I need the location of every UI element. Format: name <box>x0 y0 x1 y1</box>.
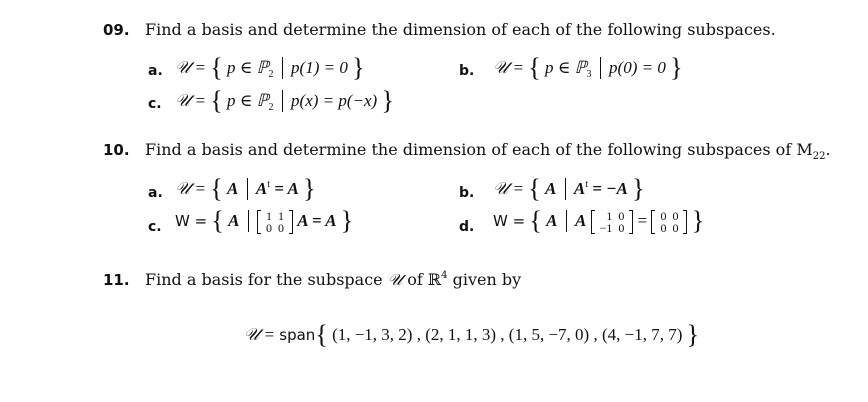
math-expression-9b <box>493 55 683 81</box>
math-expression-10a <box>175 176 316 202</box>
condition-rest: = A <box>269 179 299 198</box>
matrix-entry: 1 <box>606 209 613 224</box>
such-that-bar <box>282 90 283 112</box>
set-element: A <box>545 179 557 198</box>
condition-rest: A = A <box>297 211 337 230</box>
question-text: Find a basis and determine the dimension of each of the following subspaces. <box>145 20 776 39</box>
math-expression-10c <box>175 208 353 234</box>
part-label: c. <box>148 96 162 112</box>
matrix-entry: 0 <box>660 221 667 236</box>
span-operator: span <box>279 326 316 344</box>
superscript: 4 <box>441 270 448 281</box>
condition-base: A <box>573 179 586 198</box>
matrix-entry: 0 <box>618 221 625 236</box>
set-lhs: 𝒰 = <box>175 58 207 77</box>
subscript: 2 <box>268 102 274 113</box>
question-text-mid: of ℝ <box>402 270 442 289</box>
left-brace: { <box>210 174 223 203</box>
set-condition: p(1) = 0 <box>291 58 348 77</box>
left-brace: { <box>528 174 541 203</box>
such-that-bar <box>600 57 601 79</box>
part-label: b. <box>459 63 475 79</box>
set-element: A <box>227 179 239 198</box>
subscript: 3 <box>586 69 592 80</box>
set-lhs: 𝒰 = <box>493 58 525 77</box>
such-that-bar <box>282 57 283 79</box>
set-lhs: W = <box>493 212 526 230</box>
set-condition: p(x) = p(−x) <box>291 91 378 110</box>
set-lhs: 𝒰 = <box>175 91 207 110</box>
math-expression-9a <box>175 55 365 81</box>
part-label: c. <box>148 219 162 235</box>
question-number: 11. <box>103 271 130 289</box>
part-label: b. <box>459 185 475 201</box>
math-expression-10d <box>493 208 704 234</box>
set-lhs: 𝒰 = <box>493 179 525 198</box>
set-element: A <box>228 211 240 230</box>
part-label: a. <box>148 185 163 201</box>
set-element: A <box>546 211 558 230</box>
such-that-bar <box>247 178 248 200</box>
condition-rest: = −A <box>587 179 628 198</box>
right-brace: } <box>381 86 394 115</box>
such-that-bar <box>248 210 249 232</box>
right-brace: } <box>691 206 705 235</box>
math-expression-9c <box>175 88 394 114</box>
subscript: 22 <box>812 151 826 162</box>
question-text-main: Find a basis for the subspace <box>145 270 388 289</box>
left-brace: { <box>315 320 328 349</box>
left-brace: { <box>210 86 223 115</box>
set-element: p ∈ ℙ <box>227 58 269 77</box>
condition-matrix-symbol: A <box>575 211 587 230</box>
question-number: 09. <box>103 21 130 39</box>
question-text <box>145 140 831 162</box>
math-expression-10b <box>493 176 645 202</box>
matrix-entry: 0 <box>266 221 272 236</box>
matrix-entry: 0 <box>618 209 625 224</box>
left-brace: { <box>529 206 542 235</box>
zero-matrix <box>651 210 687 234</box>
right-brace: } <box>303 174 316 203</box>
matrix-entry: 0 <box>278 221 284 236</box>
subspace-symbol: 𝒰 <box>387 270 403 289</box>
matrix-entry: 0 <box>672 209 679 224</box>
question-number: 10. <box>103 141 130 159</box>
question-text-end: given by <box>447 270 522 289</box>
matrix-entry: 0 <box>660 209 667 224</box>
math-expression-11 <box>244 322 699 348</box>
left-brace: { <box>210 53 223 82</box>
such-that-bar <box>566 210 567 232</box>
equals-sign: = <box>637 211 648 230</box>
such-that-bar <box>565 178 566 200</box>
matrix-entry: −1 <box>599 221 613 236</box>
set-condition: p(0) = 0 <box>609 58 666 77</box>
set-element: p ∈ ℙ <box>545 58 587 77</box>
left-brace: { <box>211 206 224 235</box>
matrix <box>257 210 293 234</box>
right-brace: } <box>340 206 354 235</box>
set-lhs: 𝒰 = <box>244 325 276 344</box>
matrix-entry: 1 <box>278 209 284 224</box>
part-label: d. <box>459 219 475 235</box>
set-lhs: 𝒰 = <box>175 179 207 198</box>
superscript: t <box>585 179 588 190</box>
right-brace: } <box>352 53 365 82</box>
vector-list: (1, −1, 3, 2) , (2, 1, 1, 3) , (1, 5, −7, 0) , (4, −1, 7, 7) <box>332 325 683 344</box>
set-element: p ∈ ℙ <box>227 91 269 110</box>
question-text-end: . <box>825 140 831 159</box>
set-lhs: W = <box>175 212 208 230</box>
condition-base: A <box>255 179 268 198</box>
matrix <box>591 210 634 234</box>
matrix-entry: 0 <box>672 221 679 236</box>
right-brace: } <box>632 174 645 203</box>
question-text-main: Find a basis and determine the dimension of each of the following subspaces of M <box>145 140 813 159</box>
superscript: t <box>267 179 270 190</box>
subscript: 2 <box>268 69 274 80</box>
part-label: a. <box>148 63 163 79</box>
question-text <box>145 270 521 290</box>
matrix-entry: 1 <box>266 209 272 224</box>
left-brace: { <box>528 53 541 82</box>
right-brace: } <box>670 53 683 82</box>
right-brace: } <box>686 320 700 349</box>
